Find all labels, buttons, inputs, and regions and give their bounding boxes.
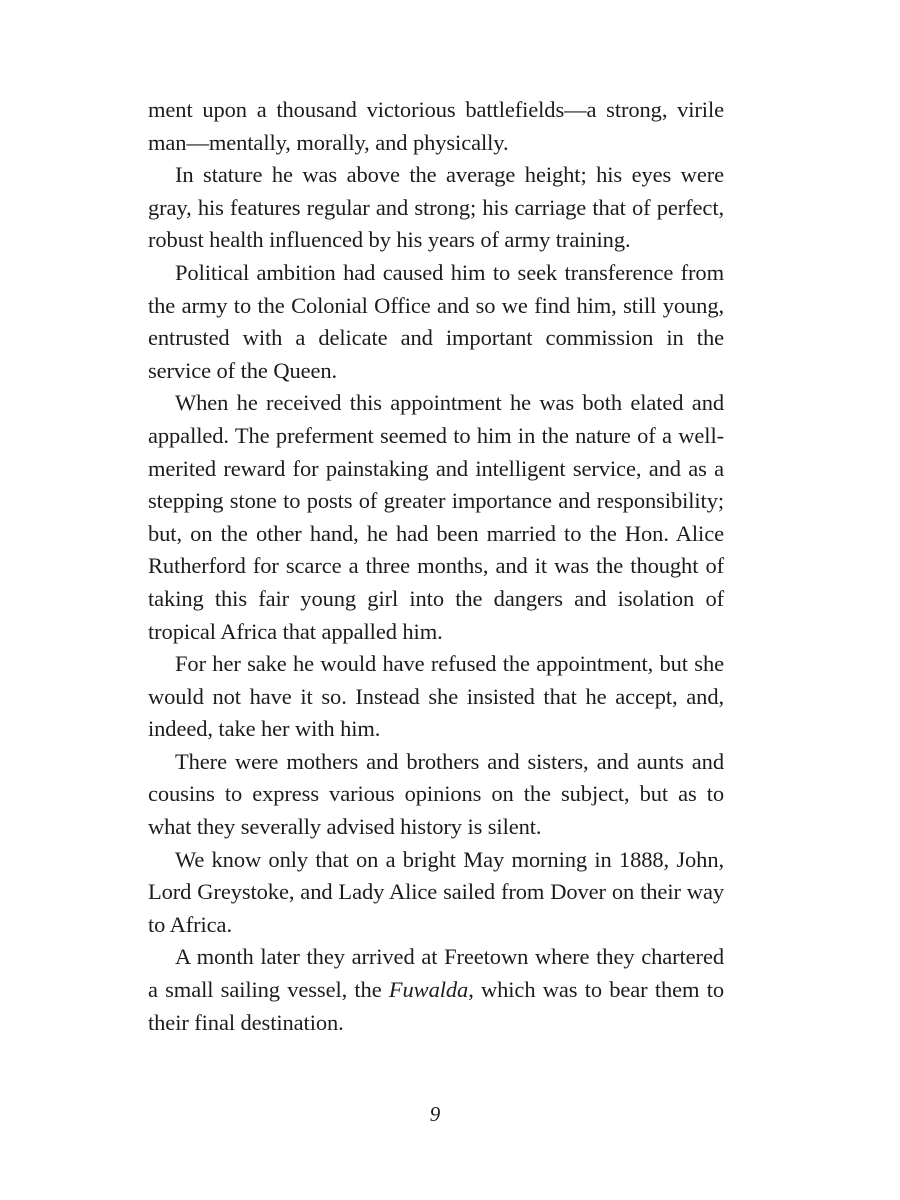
paragraph-her-sake: For her sake he would have refused the appointment, but she would not have it so. Instead she insisted that he accept, and, indeed, take her with him. <box>148 651 724 742</box>
ship-name-italic: Fuwalda <box>388 977 469 1003</box>
paragraph-stature: In stature he was above the average height; his eyes were gray, his features regular and strong; his carriage that of perfect, robust health influenced by his years of army training. <box>148 162 724 253</box>
paragraph-political-ambition: Political ambition had caused him to seek transference from the army to the Colonial Office and so we find him, still young, entrusted with a delicate and important commission in the service of the Queen. <box>148 259 724 383</box>
freetown-text-after: , which was to bear them to their final destination. <box>148 977 724 1035</box>
page-body <box>148 94 724 1039</box>
freetown-text-before: A month later they arrived at Freetown where they chartered a small sailing vessel, the <box>148 944 724 1003</box>
paragraph-appointment: When he received this appointment he was both elated and appalled. The preferment seemed to him in the nature of a well-merited reward for painstaking and intelligent service, and as a stepping stone to posts of greater importance and responsibility; but, on the other hand, he had been married to the Hon. Alice Rutherford for scarce a three months, and it was the thought of taking this fair young girl into the dangers and isolation of tropical Africa that appalled him. <box>148 390 724 644</box>
paragraph-sailing-from-dover: We know only that on a bright May morning in 1888, John, Lord Greystoke, and Lady Alice sailed from Dover on their way to Africa. <box>148 846 724 937</box>
paragraph-relatives: There were mothers and brothers and sisters, and aunts and cousins to express various opinions on the subject, but as to what they severally advised history is silent. <box>148 748 724 840</box>
page-number: 9 <box>429 1102 441 1126</box>
paragraph-freetown <box>148 941 724 1039</box>
paragraph-continuation: ment upon a thousand victorious battlefields—a strong, virile man—mentally, morally, and physically. <box>148 97 724 155</box>
